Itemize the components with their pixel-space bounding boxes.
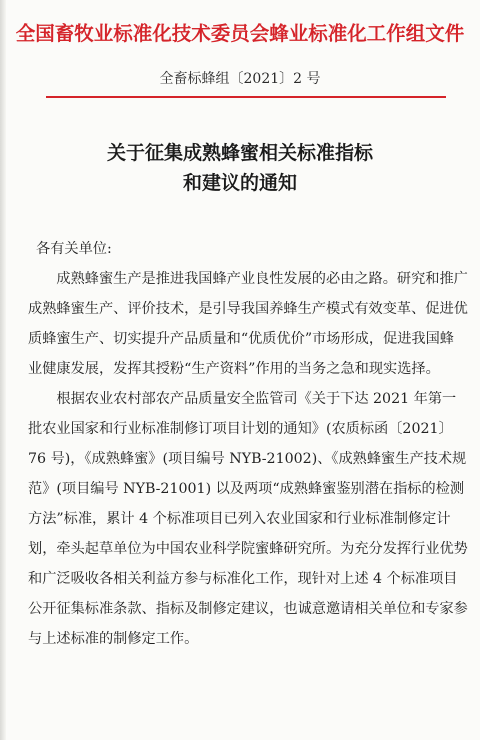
title-line-2: 和建议的通知 [182,172,297,194]
paragraph-1: 成熟蜂蜜生产是推进我国蜂产业良性发展的必由之路。研究和推广成熟蜂蜜生产、评价技术，是引导我国养蜂生产模式有效变革、促进优质蜂蜜生产、切实提升产品质量和“优质优价”市场形成，促进我国蜂业健康发展，发挥其授粉“生产资料”作用的当务之急和现实选择。 [28,271,468,377]
title-line-1: 关于征集成熟蜂蜜相关标准指标 [106,142,373,164]
paragraph-2: 根据农业农村部农产品质量安全监管司《关于下达 2021 年第一批农业国家和行业标准制修订项目计划的通知》(农质标函〔2021〕76 号)，《成熟蜂蜜》(项目编号 NYB-21002)、《成熟蜂蜜生产技术规范》(项目编号 NYB-21001) 以及两项“成熟蜂蜜鉴别潜在指标的检测方法”标准，累计 4 个标准项目已列入农业国家和行业标准制修定计划，牵头起草单位为中国农业科学院蜜蜂研究所。为充分发挥行业优势和广泛吸收各相关利益方参与标准化工作，现针对上述 4 个标准项目公开征集标准条款、指标及制修定建议，也诚意邀请相关单位和专家参与上述标准的制修定工作。 [28,391,468,647]
salutation: 各有关单位: [36,241,112,257]
red-separator-line [46,96,446,98]
document-body [28,234,468,654]
issuer-header: 全国畜牧业标准化技术委员会蜂业标准化工作组文件 [15,22,465,45]
page-edge-shadow [0,0,6,740]
document-number: 全畜标蜂组〔2021〕2 号 [159,71,321,87]
document-title [0,138,480,198]
